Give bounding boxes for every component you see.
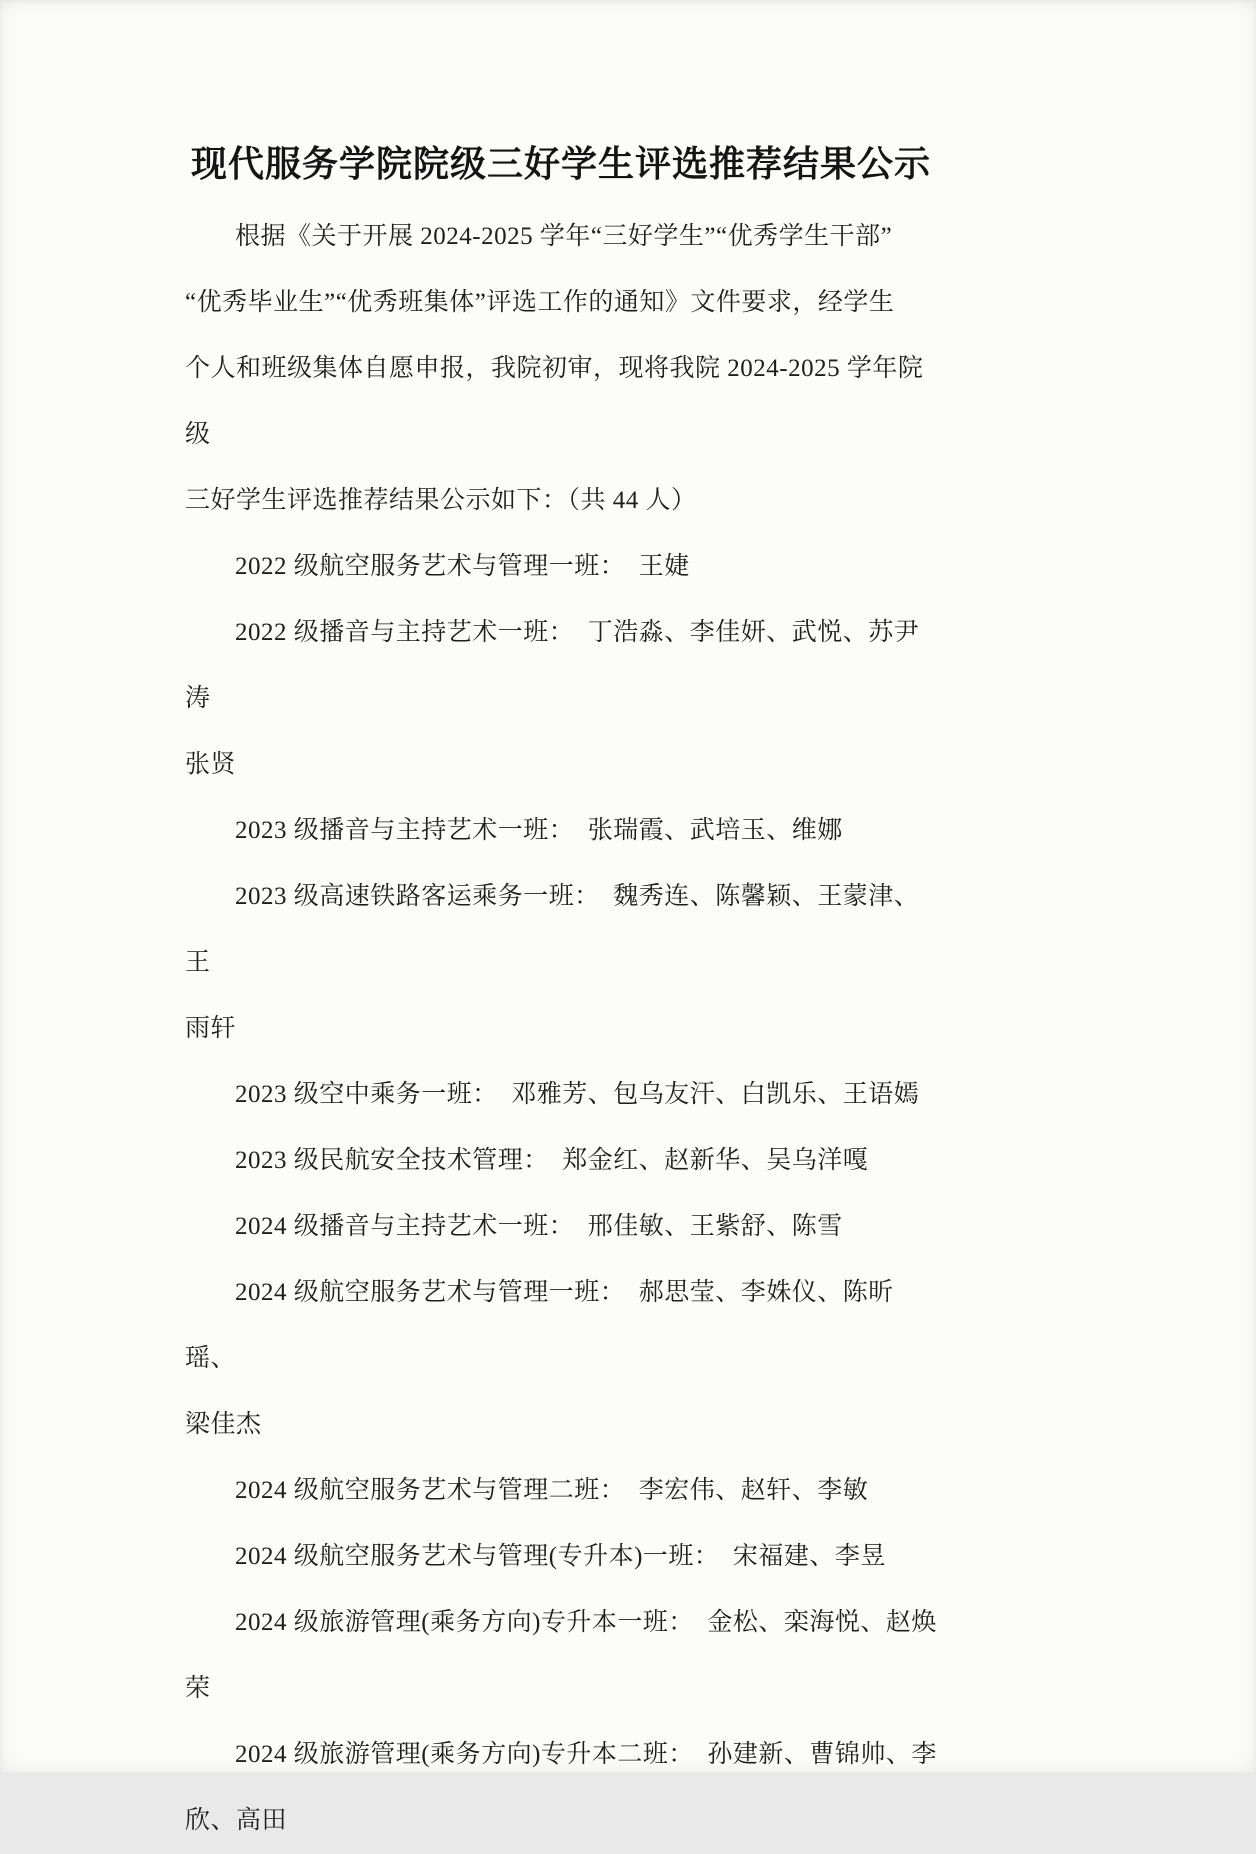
- entry-2024-hangkong-zhuanshengben-1: [185, 1524, 937, 1590]
- intro-line-2: “优秀毕业生”“优秀班集体”评选工作的通知》文件要求，经学生: [185, 289, 895, 316]
- entry-2024-lvyou-zhuanshengben-1: [185, 1590, 937, 1722]
- entry-line: 2023 级高速铁路客运乘务一班： 魏秀连、陈馨颖、王蒙津、王: [185, 883, 920, 976]
- entry-2023-kongzhong-1: [185, 1062, 937, 1128]
- document-title: 现代服务学院院级三好学生评选推荐结果公示: [190, 144, 931, 184]
- entry-line: 2024 级航空服务艺术与管理二班： 李宏伟、赵轩、李敏: [235, 1477, 869, 1504]
- entry-line: 2024 级旅游管理(乘务方向)专升本一班： 金松、栾海悦、赵焕: [235, 1609, 937, 1636]
- entry-2023-boyin-1: [185, 798, 937, 864]
- intro-line-4: 三好学生评选推荐结果公示如下：（共 44 人）: [185, 487, 697, 514]
- entry-2023-gaotie-1: [185, 864, 937, 1062]
- entry-2022-hangkong-1: [185, 534, 937, 600]
- intro-line-3: 个人和班级集体自愿申报，我院初审，现将我院 2024-2025 学年院级: [185, 355, 924, 448]
- entry-2023-minhang: [185, 1128, 937, 1194]
- entry-2024-boyin-1: [185, 1194, 937, 1260]
- entry-line: 2023 级民航安全技术管理： 郑金红、赵新华、吴乌洋嘎: [235, 1147, 869, 1174]
- entry-2024-lvyou-zhuanshengben-2: [185, 1722, 937, 1854]
- entry-line-continuation: 欣、高田: [185, 1807, 288, 1834]
- entry-2024-hangkong-1: [185, 1260, 937, 1458]
- entry-line-continuation: 张贤: [185, 751, 237, 778]
- entry-line: 2024 级旅游管理(乘务方向)专升本二班： 孙建新、曹锦帅、李: [235, 1741, 937, 1768]
- entry-line: 2023 级播音与主持艺术一班： 张瑞霞、武培玉、维娜: [235, 817, 843, 844]
- entry-2022-boyin-1: [185, 600, 937, 798]
- entry-line: 2022 级播音与主持艺术一班： 丁浩淼、李佳妍、武悦、苏尹涛: [185, 619, 920, 712]
- entry-list: [185, 534, 937, 1854]
- entry-line-continuation: 梁佳杰: [185, 1411, 262, 1438]
- entry-line: 2022 级航空服务艺术与管理一班： 王婕: [235, 553, 690, 580]
- entry-line: 2024 级航空服务艺术与管理(专升本)一班： 宋福建、李昱: [235, 1543, 886, 1570]
- entry-line-continuation: 雨轩: [185, 1015, 237, 1042]
- entry-line-continuation: 荣: [185, 1675, 211, 1702]
- entry-line: 2023 级空中乘务一班： 邓雅芳、包乌友汗、白凯乐、王语嫣: [235, 1081, 920, 1108]
- intro-line-1: 根据《关于开展 2024-2025 学年“三好学生”“优秀学生干部”: [235, 223, 893, 250]
- entry-line: 2024 级航空服务艺术与管理一班： 郝思莹、李姝仪、陈昕瑶、: [185, 1279, 894, 1372]
- document-content: [185, 138, 937, 1854]
- intro-paragraph: [185, 204, 937, 534]
- entry-line: 2024 级播音与主持艺术一班： 邢佳敏、王紫舒、陈雪: [235, 1213, 843, 1240]
- entry-2024-hangkong-2: [185, 1458, 937, 1524]
